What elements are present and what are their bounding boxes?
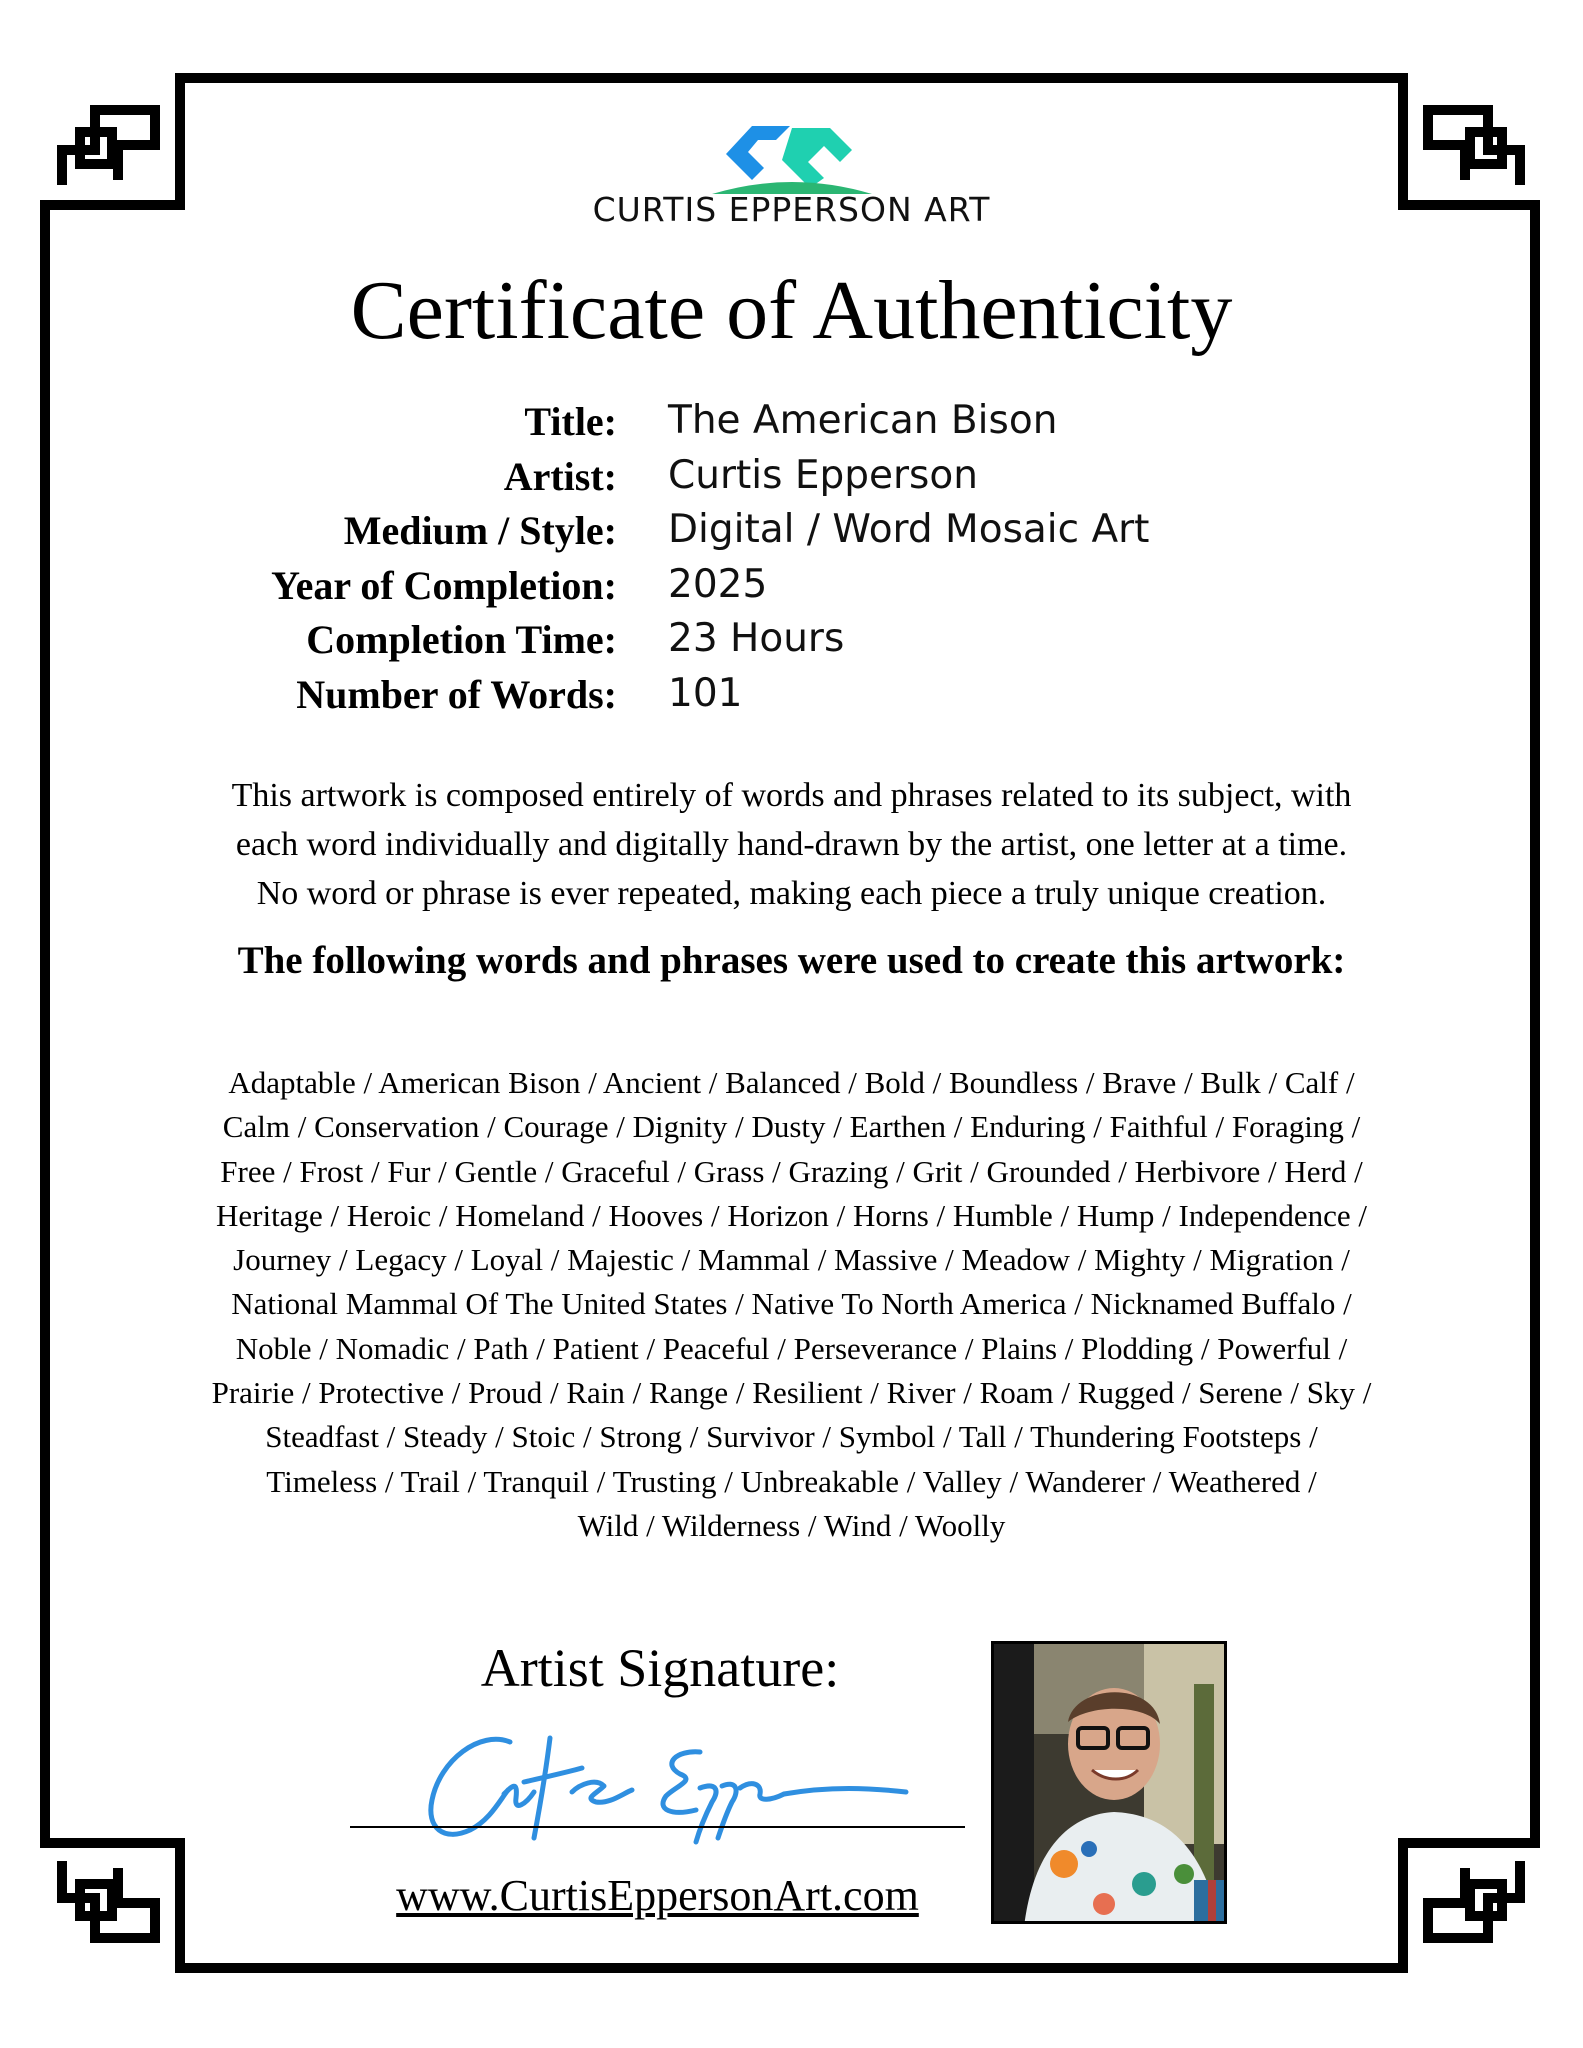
word-list	[120, 1061, 1463, 1548]
word-list-line: Wild / Wilderness / Wind / Woolly	[577, 1507, 1006, 1543]
brand-name: CURTIS EPPERSON ART	[592, 190, 991, 229]
detail-label: Medium / Style:	[343, 508, 617, 553]
detail-value: Curtis Epperson	[668, 452, 978, 498]
detail-row-completion-time	[0, 616, 1583, 671]
word-list-line: National Mammal Of The United States / Native To North America / Nicknamed Buffalo /	[231, 1286, 1352, 1322]
word-list-line: Prairie / Protective / Proud / Rain / Range / Resilient / River / Roam / Rugged / Serene / Sky /	[211, 1375, 1372, 1411]
words-heading: The following words and phrases were used to create this artwork:	[237, 939, 1346, 982]
brand-logo-mark	[0, 118, 1583, 196]
detail-label: Completion Time:	[306, 617, 617, 662]
word-list-line: Heritage / Heroic / Homeland / Hooves / Horizon / Horns / Humble / Hump / Independence /	[215, 1197, 1367, 1233]
signature-label: Artist Signature:	[480, 1638, 840, 1698]
word-list-line: Timeless / Trail / Tranquil / Trusting / Unbreakable / Valley / Wanderer / Weathered /	[266, 1463, 1317, 1499]
artwork-description	[140, 771, 1443, 918]
signature-line	[350, 1826, 965, 1828]
detail-value: The American Bison	[668, 398, 1058, 443]
certificate-title: Certificate of Authenticity	[350, 264, 1233, 357]
detail-label: Title:	[524, 399, 617, 444]
detail-label: Year of Completion:	[271, 562, 617, 608]
detail-row-word-count	[0, 671, 1583, 726]
word-list-line: Steadfast / Steady / Stoic / Strong / Survivor / Symbol / Tall / Thundering Footsteps /	[265, 1419, 1318, 1455]
detail-value: 101	[668, 670, 743, 716]
detail-value: 23 Hours	[668, 616, 845, 661]
detail-value: Digital / Word Mosaic Art	[668, 507, 1150, 552]
detail-row-title	[0, 398, 1583, 453]
detail-label: Number of Words:	[296, 671, 617, 717]
word-list-line: Calm / Conservation / Courage / Dignity / Dusty / Earthen / Enduring / Faithful / Foraging /	[222, 1109, 1361, 1145]
artwork-details	[0, 398, 1583, 725]
word-list-line: Free / Frost / Fur / Gentle / Graceful / Grass / Grazing / Grit / Grounded / Herbivore / Herd /	[220, 1153, 1363, 1189]
word-list-line: Adaptable / American Bison / Ancient / Balanced / Bold / Boundless / Brave / Bulk / Calf /	[228, 1065, 1355, 1100]
artist-signature-graphic	[400, 1720, 920, 1860]
detail-row-artist	[0, 453, 1583, 508]
word-list-line: Noble / Nomadic / Path / Patient / Peaceful / Perseverance / Plains / Plodding / Powerful /	[235, 1330, 1348, 1366]
detail-label: Artist:	[503, 453, 617, 499]
description-line: No word or phrase is ever repeated, making each piece a truly unique creation.	[256, 875, 1327, 912]
website-link[interactable]: www.CurtisEppersonArt.com	[396, 1871, 919, 1920]
detail-row-medium	[0, 507, 1583, 562]
description-line: This artwork is composed entirely of words and phrases related to its subject, with	[231, 777, 1352, 814]
detail-row-year	[0, 562, 1583, 617]
artist-photo	[991, 1641, 1227, 1924]
description-line: each word individually and digitally hand-drawn by the artist, one letter at a time.	[235, 826, 1348, 863]
word-list-line: Journey / Legacy / Loyal / Majestic / Mammal / Massive / Meadow / Mighty / Migration /	[233, 1242, 1350, 1278]
detail-value: 2025	[668, 561, 768, 607]
